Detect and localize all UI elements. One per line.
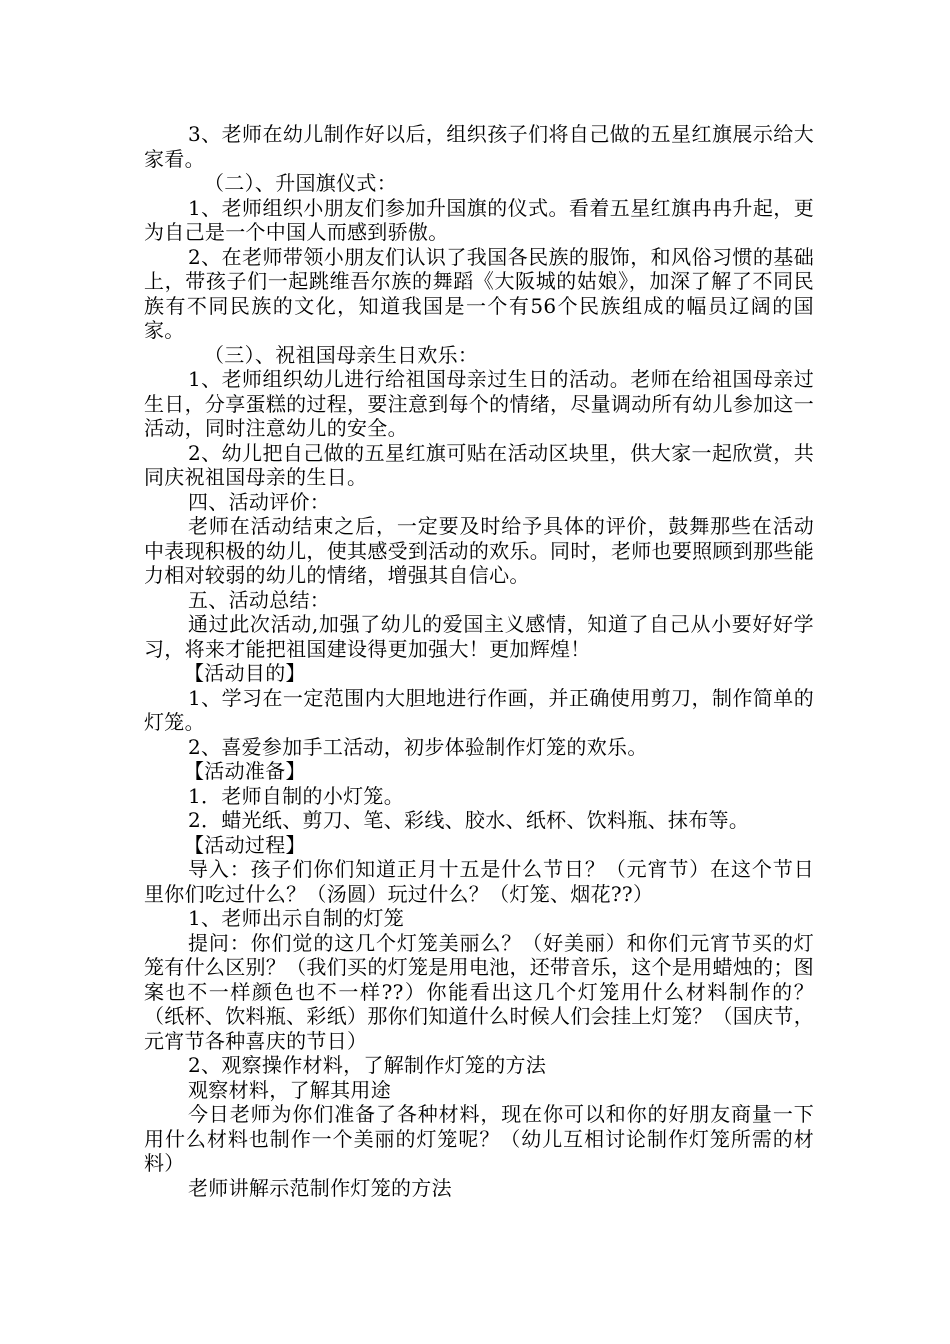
paragraph-observe-materials: 观察材料，了解其用途 (188, 1077, 391, 1102)
paragraph-introduction: 导入：孩子们你们知道正月十五是什么节日？（元宵节）在这个节日里你们吃过什么？（汤圆）玩过什么？（灯笼、烟花??） (144, 857, 814, 906)
paragraph-flag-ceremony: 1、老师组织小朋友们参加升国旗的仪式。看着五星红旗冉冉升起，更为自己是一个中国人而感到骄傲。 (144, 195, 814, 244)
paragraph-questions: 提问：你们觉的这几个灯笼美丽么？（好美丽）和你们元宵节买的灯笼有什么区别？（我们买的灯笼是用电池，还带音乐，这个是用蜡烛的；图案也不一样颜色也不一样??）你能看出这几个灯笼用什么材料制作的？（纸杯、饮料瓶、彩纸）那你们知道什么时候人们会挂上灯笼？（国庆节，元宵节各种喜庆的节日） (144, 930, 814, 1053)
paragraph-ethnic-dance: 2、在老师带领小朋友们认识了我国各民族的服饰，和风俗习惯的基础上，带孩子们一起跳维吾尔族的舞蹈《大阪城的姑娘》，加深了解了不同民族有不同民族的文化，知道我国是一个有56个民族组成的幅员辽阔的国家。 (144, 244, 814, 342)
section-heading-preparation: 【活动准备】 (184, 759, 306, 783)
paragraph-goal-1: 1、学习在一定范围内大胆地进行作画，并正确使用剪刀，制作简单的灯笼。 (144, 685, 814, 734)
paragraph-showcase-flags: 3、老师在幼儿制作好以后，组织孩子们将自己做的五星红旗展示给大家看。 (144, 122, 814, 171)
paragraph-summary: 通过此次活动,加强了幼儿的爱国主义感情，知道了自己从小要好好学习，将来才能把祖国建设得更加强大！更加辉煌！ (144, 612, 814, 661)
section-heading-goals: 【活动目的】 (184, 661, 306, 685)
paragraph-prep-1: 1．老师自制的小灯笼。 (188, 783, 405, 808)
paragraph-birthday-activity: 1、老师组织幼儿进行给祖国母亲过生日的活动。老师在给祖国母亲过生日，分享蛋糕的过程，要注意到每个的情绪，尽量调动所有幼儿参加这一活动，同时注意幼儿的安全。 (144, 367, 814, 440)
document-body (144, 122, 814, 1200)
paragraph-flag-display: 2、幼儿把自己做的五星红旗可贴在活动区块里，供大家一起欣赏，共同庆祝祖国母亲的生日。 (144, 440, 814, 489)
paragraph-goal-2: 2、喜爱参加手工活动，初步体验制作灯笼的欢乐。 (188, 734, 648, 759)
paragraph-step-2: 2、观察操作材料，了解制作灯笼的方法 (188, 1053, 547, 1077)
section-heading-flag-raising: （二）、升国旗仪式： (204, 171, 397, 195)
paragraph-evaluation: 老师在活动结束之后，一定要及时给予具体的评价，鼓舞那些在活动中表现积极的幼儿，使其感受到活动的欢乐。同时，老师也要照顾到那些能力相对较弱的幼儿的情绪，增强其自信心。 (144, 514, 814, 587)
section-heading-process: 【活动过程】 (184, 832, 306, 857)
section-heading-summary: 五、活动总结： (188, 587, 331, 612)
paragraph-step-1: 1、老师出示自制的灯笼 (188, 906, 405, 930)
paragraph-demonstration: 老师讲解示范制作灯笼的方法 (188, 1175, 452, 1200)
paragraph-materials-discussion: 今日老师为你们准备了各种材料，现在你可以和你的好朋友商量一下用什么材料也制作一个美丽的灯笼呢？（幼儿互相讨论制作灯笼所需的材料） (144, 1102, 814, 1175)
section-heading-birthday: （三）、祝祖国母亲生日欢乐： (204, 342, 479, 367)
section-heading-evaluation: 四、活动评价： (188, 489, 331, 514)
paragraph-prep-2: 2．蜡光纸、剪刀、笔、彩线、胶水、纸杯、饮料瓶、抹布等。 (188, 808, 750, 832)
